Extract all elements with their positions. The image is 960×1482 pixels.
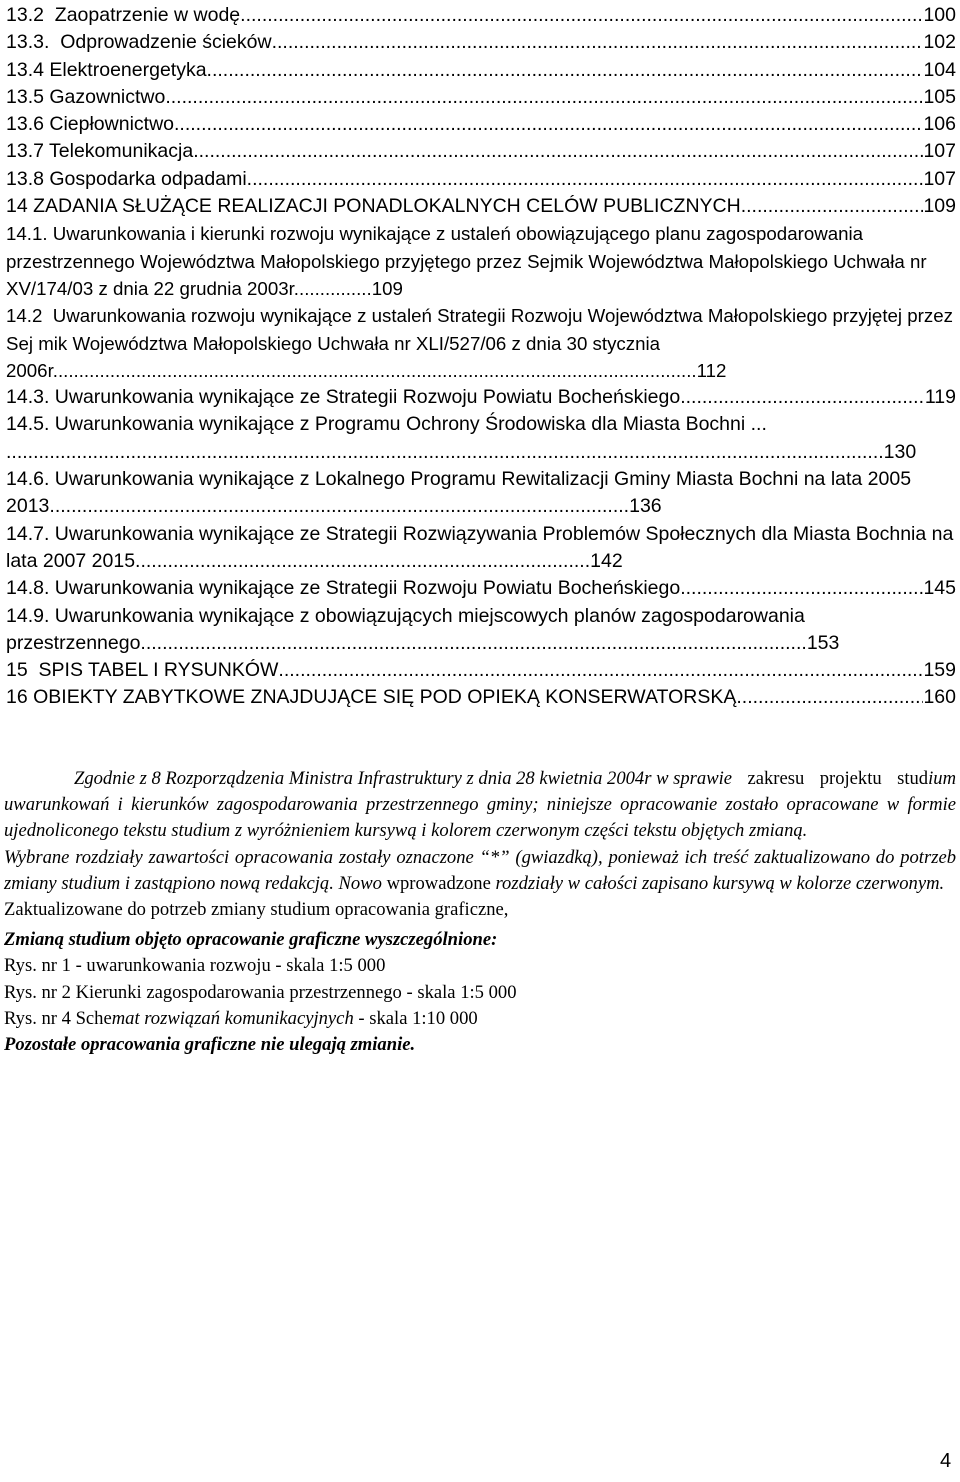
toc-number: 13.6 (6, 113, 44, 136)
toc-page: 119 (924, 386, 956, 409)
toc-title: Uwarunkowania wynikające ze Strategii Rozwoju Powiatu Bocheńskiego. (54, 386, 686, 409)
toc-number: 13.3. (6, 31, 50, 54)
toc-title: Uwarunkowania wynikające ze Strategii Rozwiązywania Problemów Społecznych dla Miasta Bochnia na lata 2007 2015. (6, 522, 954, 572)
toc-title: Odprowadzenie ścieków (60, 31, 272, 54)
toc-page: 109 (923, 195, 956, 218)
toc-entry[interactable] (6, 57, 956, 84)
toc-entry[interactable] (6, 575, 956, 602)
toc-number: 15 (6, 659, 28, 682)
toc-title: Elektroenergetyka (49, 58, 207, 81)
toc-entry[interactable] (6, 684, 956, 711)
toc-title: ZADANIA SŁUŻĄCE REALIZACJI PONADLOKALNYCH CELÓW PUBLICZNYCH (33, 195, 741, 218)
drawing-item (4, 1006, 956, 1032)
intro-rest: ium uwarunkowań i kierunków zagospodarowania przestrzennego gminy; niniejsze opracowanie zostało opracowane w formie ujednoliconego tekstu studium z wyróżnieniem kursywą i kolorem czerwonym części tekstu objętych zmianą. (4, 768, 956, 842)
toc-page: 105 (923, 85, 956, 108)
toc-page: 107 (923, 140, 956, 163)
toc-number: 13.2 (6, 4, 44, 26)
toc-number: 16 (6, 686, 28, 709)
toc-entry[interactable]: 14.1. Uwarunkowania i kierunki rozwoju wynikające z ustaleń obowiązującego planu zagospodarowania przestrzennego Województwa Małopolskiego przyjętego przez Sejmik Województwa Małopolskiego Uchwała nr XV/174/03 z dnia 22 grudnia 2003r...............109 (6, 223, 927, 299)
toc-entry[interactable]: 14.5. Uwarunkowania wynikające z Programu Ochrony Środowiska dla Miasta Bochni ... ..................................................................................................................................................................130 (6, 413, 917, 463)
toc-title: Ciepłownictwo (49, 113, 175, 136)
toc-page: 145 (923, 577, 956, 600)
closing-statement: Pozostałe opracowania graficzne nie ulegają zmianie. (4, 1034, 416, 1056)
toc-entry[interactable]: 14.6. Uwarunkowania wynikające z Lokalnego Programu Rewitalizacji Gminy Miasta Bochni na lata 2005 2013...........................................................................................................136 (6, 468, 912, 518)
intro-line-1: Zgodnie z 8 Rozporządzenia Ministra Infrastruktury z dnia 28 kwietnia 2004r w sprawie (74, 768, 733, 789)
toc-title: Uwarunkowania rozwoju wynikające z ustaleń Strategii Rozwoju Województwa Małopolskiego przyjętej przez Sej mik Województwa Małopolskiego Uchwała nr XLI/527/06 z dnia 30 stycznia 2006r. (6, 305, 953, 381)
toc-entry[interactable] (6, 138, 956, 165)
toc-number: 14.7. (6, 522, 50, 545)
toc-number: 13.4 (6, 58, 44, 81)
toc-entry[interactable] (6, 2, 956, 29)
drawing-item-part: Rys. nr 4 Sche (4, 1007, 112, 1029)
toc-page: 104 (923, 58, 956, 81)
toc-number: 13.8 (6, 167, 44, 190)
toc-page: 112 (696, 359, 727, 381)
toc-title: Uwarunkowania i kierunki rozwoju wynikające z ustaleń obowiązującego planu zagospodarowania przestrzennego Województwa Małopolskiego przyjętego przez Sejmik Województwa Małopolskiego Uchwała nr XV/174/03 z dnia 22 grudnia 2003r. (6, 223, 927, 299)
toc-entry[interactable] (6, 384, 956, 411)
toc-number: 14 (6, 195, 28, 218)
drawing-item-part: - skala 1:10 000 (353, 1007, 478, 1029)
toc-number: 14.3. (6, 386, 50, 409)
toc-page: 159 (923, 659, 956, 682)
drawing-item: Rys. nr 2 Kierunki zagospodarowania przestrzennego - skala 1:5 000 (4, 981, 517, 1003)
toc-page: 107 (923, 167, 956, 190)
toc-page: 153 (806, 631, 840, 654)
toc-page: 100 (923, 4, 956, 26)
toc-title: Gazownictwo (49, 85, 166, 108)
toc-page: 136 (629, 495, 662, 518)
document-body (4, 766, 956, 1058)
toc-title: OBIEKTY ZABYTKOWE ZNAJDUJĄCE SIĘ POD OPIEKĄ KONSERWATORSKĄ (33, 686, 737, 709)
note-italic-2: rozdziały w całości zapisano kursywą w kolorze czerwonym. (495, 872, 945, 894)
note-normal: wprowadzone (386, 872, 491, 894)
note-italic: Wybrane rozdziały zawartości opracowania zostały oznaczone “*” (gwiazdką), ponieważ ich treść zaktualizowano do potrzeb zmiany studium i zastąpiono nową redakcją. Nowo (4, 846, 956, 894)
table-of-contents (6, 2, 956, 712)
toc-number: 14.9. (6, 604, 50, 627)
toc-entry[interactable]: 14.9. Uwarunkowania wynikające z obowiązujących miejscowych planów zagospodarowania przestrzennego...........................................................................................................................153 (6, 604, 840, 654)
toc-title: Uwarunkowania wynikające z Lokalnego Programu Rewitalizacji Gminy Miasta Bochni na lata 2005 2013. (6, 468, 912, 518)
toc-page: 130 (883, 440, 917, 463)
toc-number: 14.8. (6, 577, 50, 600)
drawing-item: Rys. nr 1 - uwarunkowania rozwoju - skala 1:5 000 (4, 955, 386, 977)
toc-title: SPIS TABEL I RYSUNKÓW (38, 659, 279, 682)
intro-normal: zakresu projektu stud (747, 768, 929, 789)
update-paragraph: Zaktualizowane do potrzeb zmiany studium opracowania graficzne, (4, 899, 509, 921)
toc-title: Uwarunkowania wynikające ze Strategii Rozwoju Powiatu Bocheńskiego. (54, 577, 686, 600)
toc-page: 142 (590, 549, 623, 572)
toc-title: Zaopatrzenie w wodę (54, 4, 241, 26)
toc-entry[interactable] (6, 111, 956, 138)
toc-entry[interactable] (6, 193, 956, 220)
toc-title: Telekomunikacja (49, 140, 194, 163)
toc-entry[interactable] (6, 657, 956, 684)
graphics-heading: Zmianą studium objęto opracowanie graficzne wyszczególnione: (4, 929, 498, 951)
toc-number: 14.5. (6, 413, 50, 436)
page-number: 4 (940, 1450, 952, 1472)
toc-entry[interactable]: 14.2 Uwarunkowania rozwoju wynikające z ustaleń Strategii Rozwoju Województwa Małopolskiego przyjętej przez Sej mik Województwa Małopolskiego Uchwała nr XLI/527/06 z dnia 30 stycznia 2006r............................................................................................................................112 (6, 305, 953, 381)
toc-number: 13.7 (6, 140, 44, 163)
toc-number: 14.1. (6, 223, 48, 245)
toc-title: Uwarunkowania wynikające z Programu Ochrony Środowiska dla Miasta Bochni (54, 413, 746, 436)
toc-entry[interactable] (6, 84, 956, 111)
toc-number: 13.5 (6, 85, 44, 108)
toc-entry[interactable] (6, 29, 956, 56)
note-paragraph (4, 845, 956, 897)
toc-title: Gospodarka odpadami (49, 167, 247, 190)
drawing-item-part: mat rozwiązań komunikacyjnych (111, 1007, 354, 1029)
toc-number: 14.6. (6, 468, 50, 491)
toc-entry[interactable]: 14.7. Uwarunkowania wynikające ze Strategii Rozwiązywania Problemów Społecznych dla Miasta Bochnia na lata 2007 2015....................................................................................142 (6, 522, 954, 572)
toc-entry[interactable] (6, 166, 956, 193)
toc-page: 160 (923, 686, 956, 709)
toc-title: Uwarunkowania wynikające z obowiązujących miejscowych planów zagospodarowania przestrzennego (6, 604, 805, 654)
toc-page: 109 (371, 277, 403, 299)
intro-paragraph (4, 766, 956, 845)
toc-page: 106 (923, 113, 956, 136)
toc-number: 14.2 (6, 305, 43, 327)
toc-page: 102 (923, 31, 956, 54)
